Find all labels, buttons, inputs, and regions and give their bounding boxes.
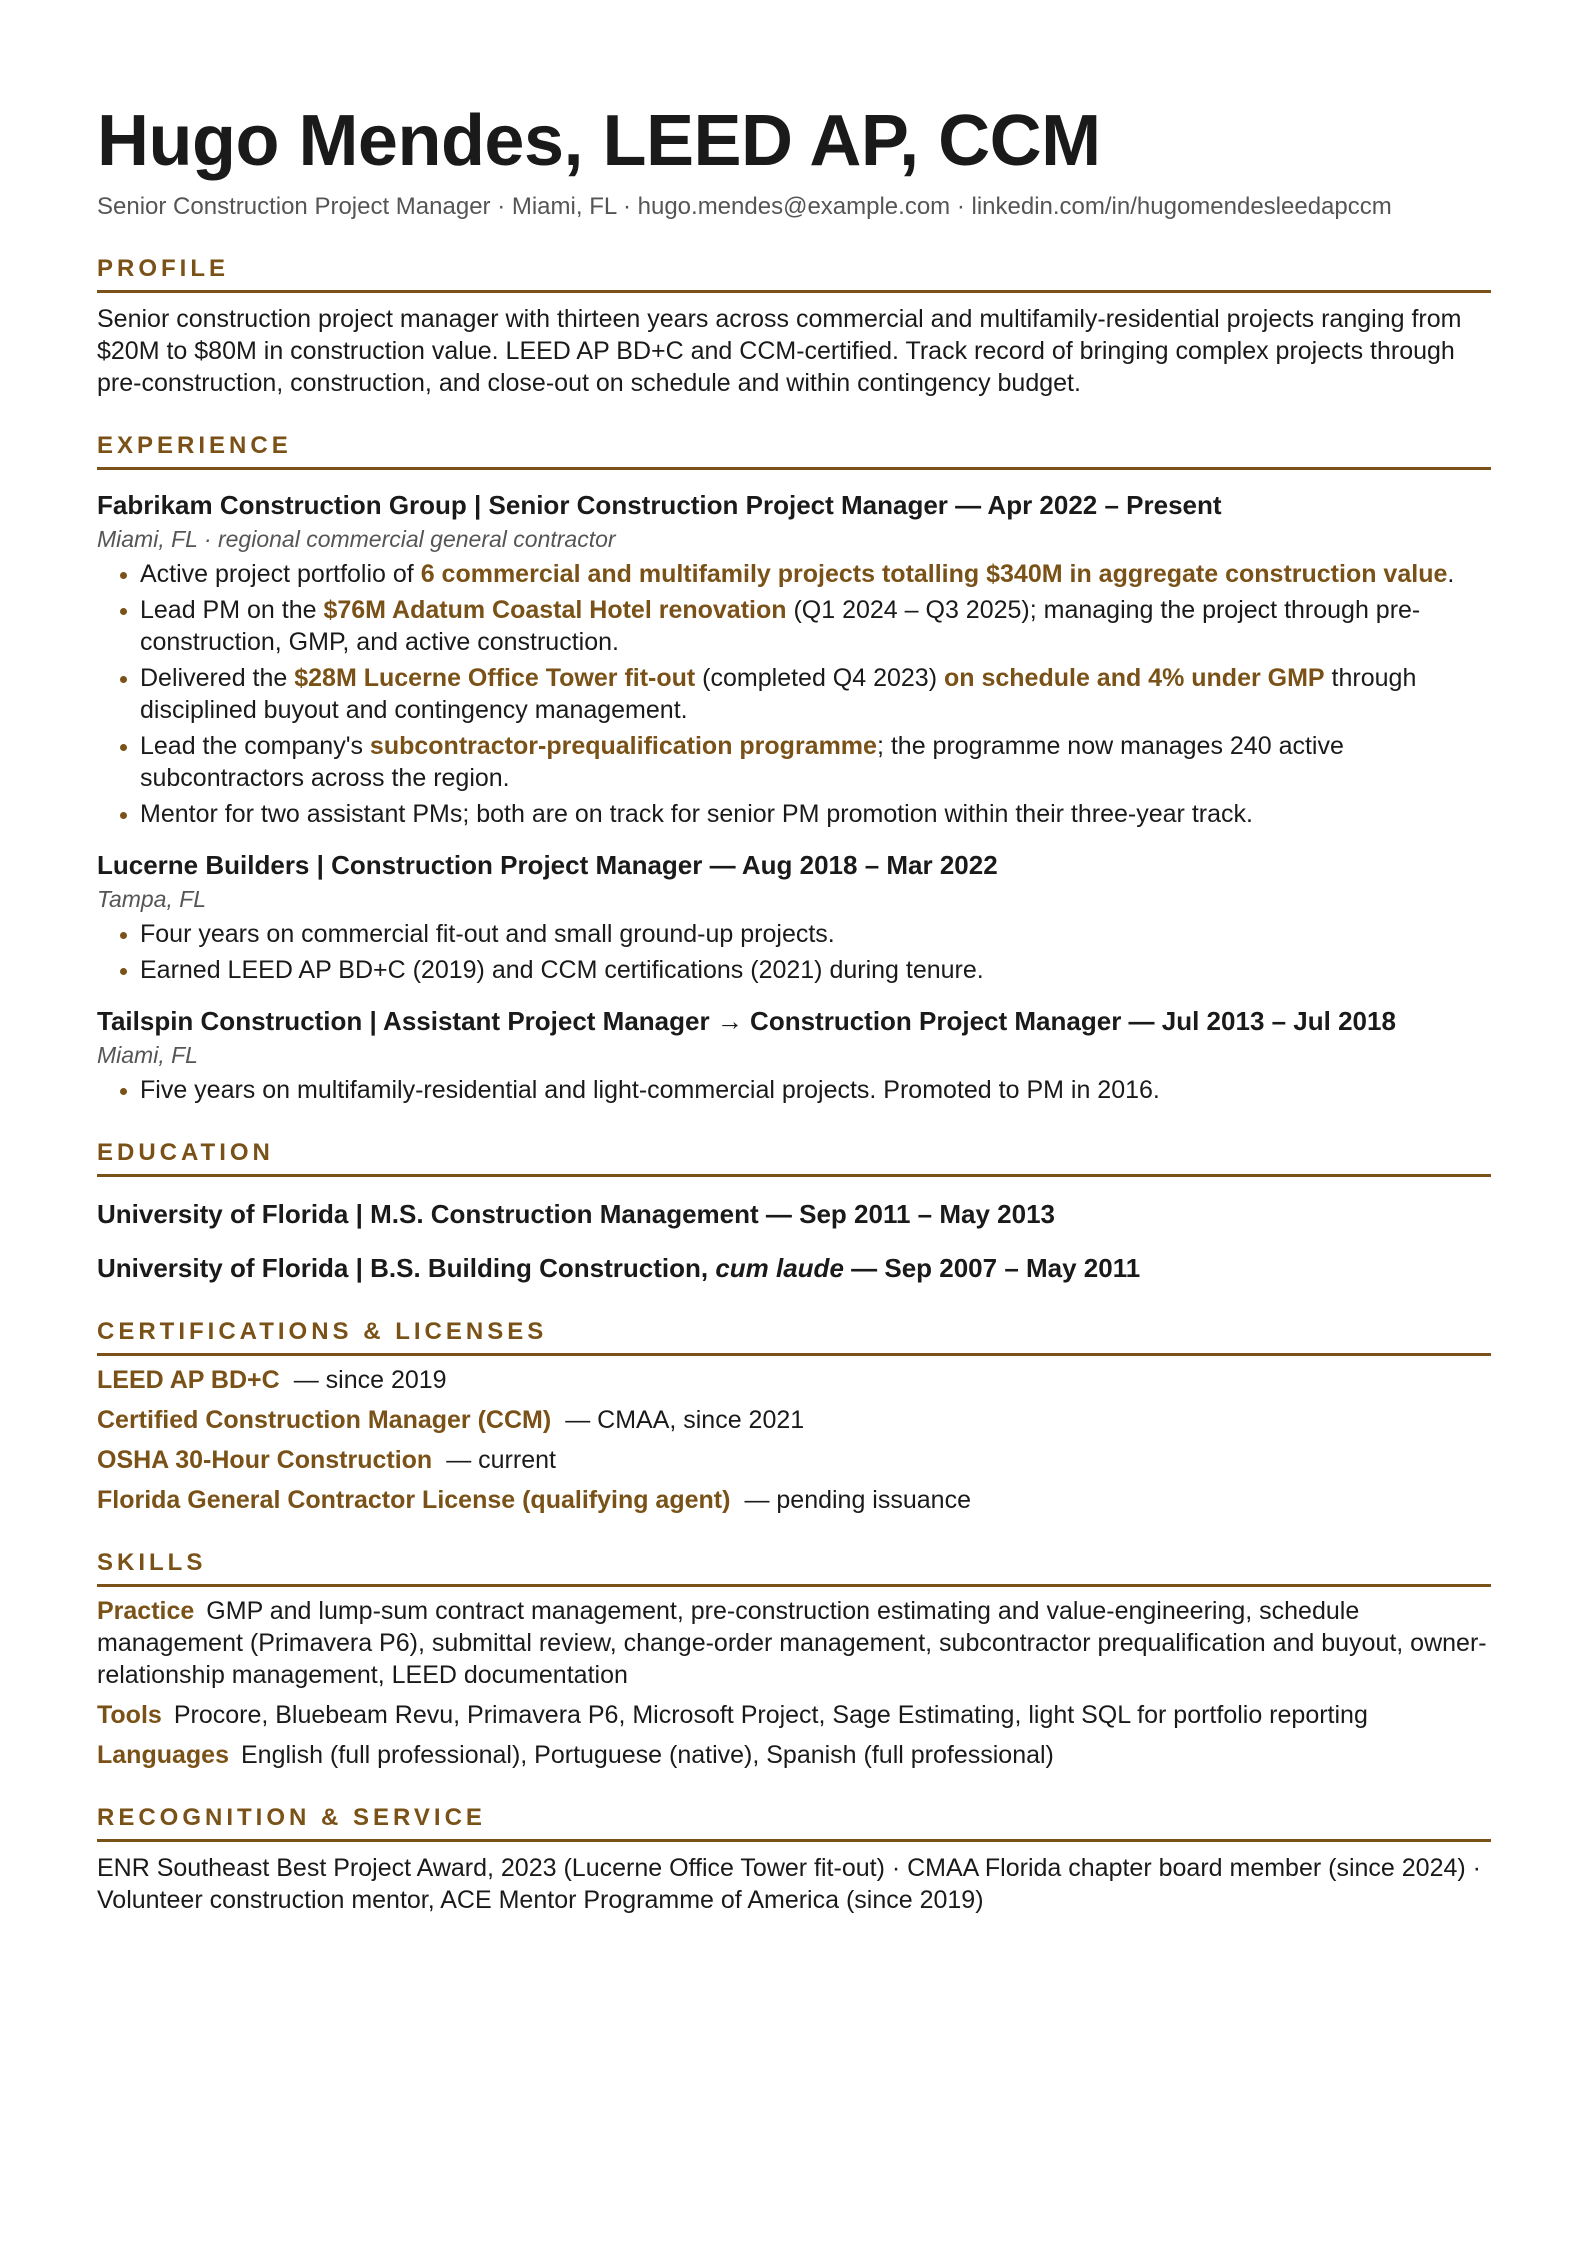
education-section <box>97 1138 1491 1285</box>
bullet-item: • Mentor for two assistant PMs; both are on track for senior PM promotion within their three-year track. <box>140 798 1491 830</box>
section-heading-recognition: RECOGNITION & SERVICE <box>97 1803 1491 1842</box>
education-entry: University of Florida | M.S. Construction Management — Sep 2011 – May 2013 <box>97 1199 1055 1229</box>
certifications-section <box>97 1317 1491 1516</box>
job-entry <box>97 1004 1491 1106</box>
certification-name: OSHA 30-Hour Construction <box>97 1446 433 1474</box>
job-entry <box>97 848 1491 986</box>
bullet-item: • Earned LEED AP BD+C (2019) and CCM certifications (2021) during tenure. <box>140 954 1491 986</box>
skill-label: Tools <box>97 1701 162 1729</box>
skill-row: Languages English (full professional), Portuguese (native), Spanish (full professional) <box>97 1741 1054 1769</box>
job-bullets <box>97 918 1491 986</box>
education-entry: University of Florida | B.S. Building Construction, cum laude — Sep 2007 – May 2011 <box>97 1253 1141 1283</box>
profile-section <box>97 254 1491 399</box>
section-heading-education: EDUCATION <box>97 1138 1491 1177</box>
bullet-item: • Five years on multifamily-residential and light-commercial projects. Promoted to PM in 2016. <box>140 1074 1491 1106</box>
skill-row: Practice GMP and lump-sum contract management, pre-construction estimating and value-engineering, schedule management (Primavera P6), submittal review, change-order management, subcontractor prequalification and buyout, owner-relationship management, LEED documentation <box>97 1597 1487 1689</box>
section-heading-profile: PROFILE <box>97 254 1491 293</box>
job-meta: Miami, FL <box>97 1042 198 1068</box>
job-bullets <box>97 1074 1491 1106</box>
skills-section <box>97 1548 1491 1771</box>
skill-label: Languages <box>97 1741 229 1769</box>
section-heading-skills: SKILLS <box>97 1548 1491 1587</box>
skill-label: Practice <box>97 1597 195 1625</box>
certification-entry: LEED AP BD+C — since 2019 <box>97 1366 447 1394</box>
job-title: Tailspin Construction | Assistant Project Manager → Construction Project Manager — Jul 2013 – Jul 2018 <box>97 1006 1396 1036</box>
bullet-item: • Lead the company's subcontractor-prequalification programme; the programme now manages 240 active subcontractors across the region. <box>140 730 1491 794</box>
section-heading-certifications: CERTIFICATIONS & LICENSES <box>97 1317 1491 1356</box>
job-entry <box>97 488 1491 830</box>
recognition-text: ENR Southeast Best Project Award, 2023 (Lucerne Office Tower fit-out) · CMAA Florida chapter board member (since 2024) · Volunteer construction mentor, ACE Mentor Programme of America (since 2019) <box>97 1854 1481 1914</box>
certification-entry: Florida General Contractor License (qualifying agent) — pending issuance <box>97 1486 971 1514</box>
certification-entry: OSHA 30-Hour Construction — current <box>97 1446 556 1474</box>
experience-section <box>97 431 1491 1106</box>
job-bullets <box>97 558 1491 830</box>
certification-name: Florida General Contractor License (qualifying agent) <box>97 1486 731 1514</box>
bullet-item: • Four years on commercial fit-out and small ground-up projects. <box>140 918 1491 950</box>
job-title: Fabrikam Construction Group | Senior Construction Project Manager — Apr 2022 – Present <box>97 490 1222 520</box>
bullet-item: • Active project portfolio of 6 commercial and multifamily projects totalling $340M in aggregate construction value. <box>140 558 1491 590</box>
profile-text: Senior construction project manager with thirteen years across commercial and multifamily-residential projects ranging from $20M to $80M in construction value. LEED AP BD+C and CCM-certified. Track record of bringing complex projects through pre-construction, construction, and close-out on schedule and within contingency budget. <box>97 305 1462 397</box>
job-meta: Tampa, FL <box>97 886 207 912</box>
certification-name: LEED AP BD+C <box>97 1366 280 1394</box>
job-title: Lucerne Builders | Construction Project Manager — Aug 2018 – Mar 2022 <box>97 850 998 880</box>
bullet-item: • Delivered the $28M Lucerne Office Tower fit-out (completed Q4 2023) on schedule and 4% under GMP through disciplined buyout and contingency management. <box>140 662 1491 726</box>
bullet-item: • Lead PM on the $76M Adatum Coastal Hotel renovation (Q1 2024 – Q3 2025); managing the project through pre-construction, GMP, and active construction. <box>140 594 1491 658</box>
section-heading-experience: EXPERIENCE <box>97 431 1491 470</box>
certification-name: Certified Construction Manager (CCM) <box>97 1406 552 1434</box>
recognition-section <box>97 1803 1491 1916</box>
certification-entry: Certified Construction Manager (CCM) — CMAA, since 2021 <box>97 1406 805 1434</box>
contact-line: Senior Construction Project Manager · Miami, FL · hugo.mendes@example.com · linkedin.com/in/hugomendesleedapccm <box>97 193 1392 220</box>
job-meta: Miami, FL · regional commercial general contractor <box>97 526 616 552</box>
candidate-name: Hugo Mendes, LEED AP, CCM <box>97 101 1101 181</box>
skill-row: Tools Procore, Bluebeam Revu, Primavera P6, Microsoft Project, Sage Estimating, light SQL for portfolio reporting <box>97 1701 1368 1729</box>
